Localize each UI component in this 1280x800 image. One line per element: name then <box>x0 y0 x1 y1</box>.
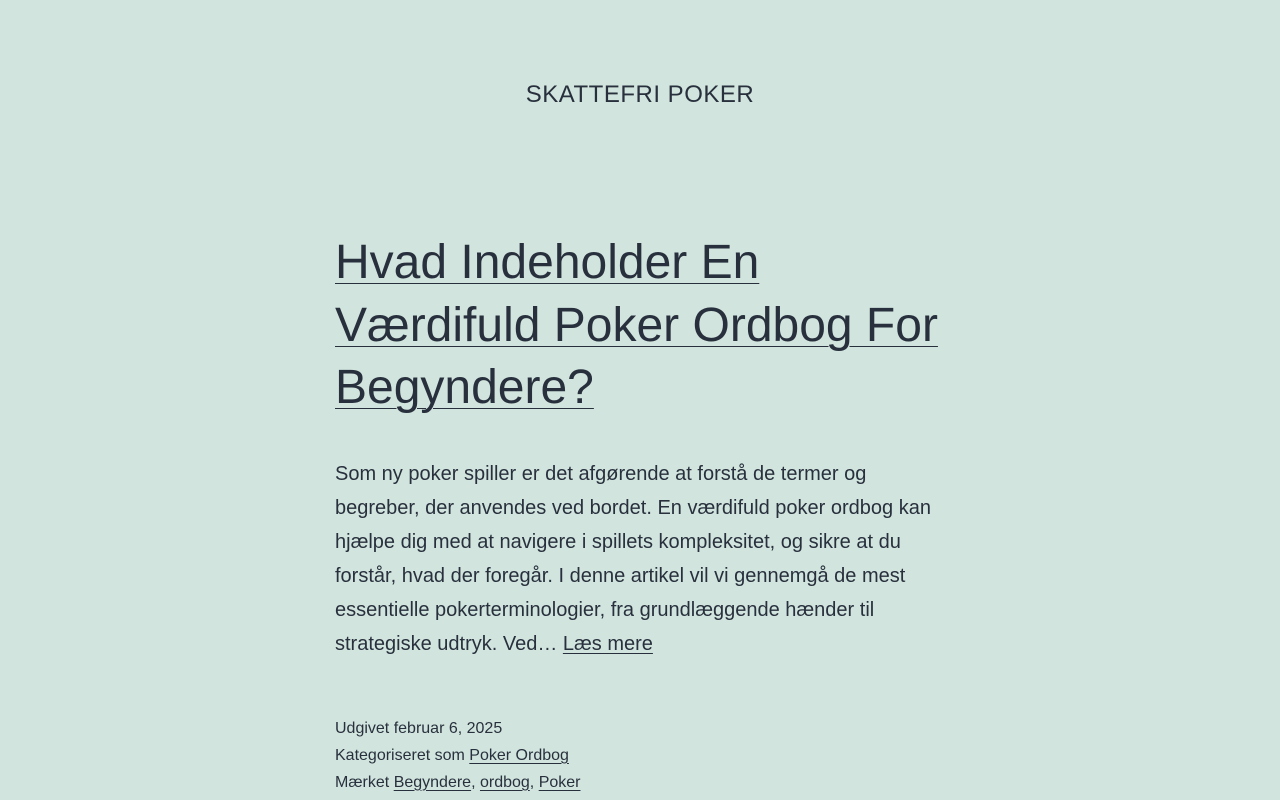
post-excerpt <box>335 457 945 661</box>
post-meta <box>335 715 945 796</box>
posted-on <box>335 715 945 742</box>
site-header <box>0 80 1280 110</box>
tag-link-poker[interactable]: Poker <box>538 773 581 791</box>
tags-line: Mærket Begyndere, ordbog, Poker <box>335 773 581 791</box>
site-title-link[interactable]: SKATTEFRI POKER <box>525 81 755 108</box>
posted-on-prefix: Udgivet <box>335 719 390 737</box>
excerpt-paragraph <box>335 457 945 661</box>
excerpt-text: Som ny poker spiller er det afgørende at forstå de termer og begreber, der anvendes ved bordet. En værdifuld poker ordbog kan hjælpe dig med at navigere i spillets kompleksitet, og sikre at du forstår, hvad der foregår. I denne artikel vil vi gennemgå de mest essentielle pokerterminologier, fra grundlæggende hænder til strategiske udtryk. Ved… <box>335 462 931 655</box>
tag-link-ordbog[interactable]: ordbog <box>479 773 530 791</box>
tag-link-begyndere[interactable]: Begyndere <box>393 773 472 791</box>
category-line <box>335 742 945 769</box>
published-date: februar 6, 2025 <box>393 719 503 737</box>
tags-prefix: Mærket <box>335 773 390 791</box>
category-link-poker-ordbog[interactable]: Poker Ordbog <box>469 746 569 764</box>
post-entry <box>335 232 945 796</box>
read-more-link[interactable]: Læs mere <box>562 632 653 655</box>
category-prefix: Kategoriseret som <box>335 746 465 764</box>
post-title-link[interactable]: Hvad Indeholder En Værdifuld Poker Ordbog For Begyndere? <box>335 236 938 414</box>
post-title <box>335 232 945 420</box>
